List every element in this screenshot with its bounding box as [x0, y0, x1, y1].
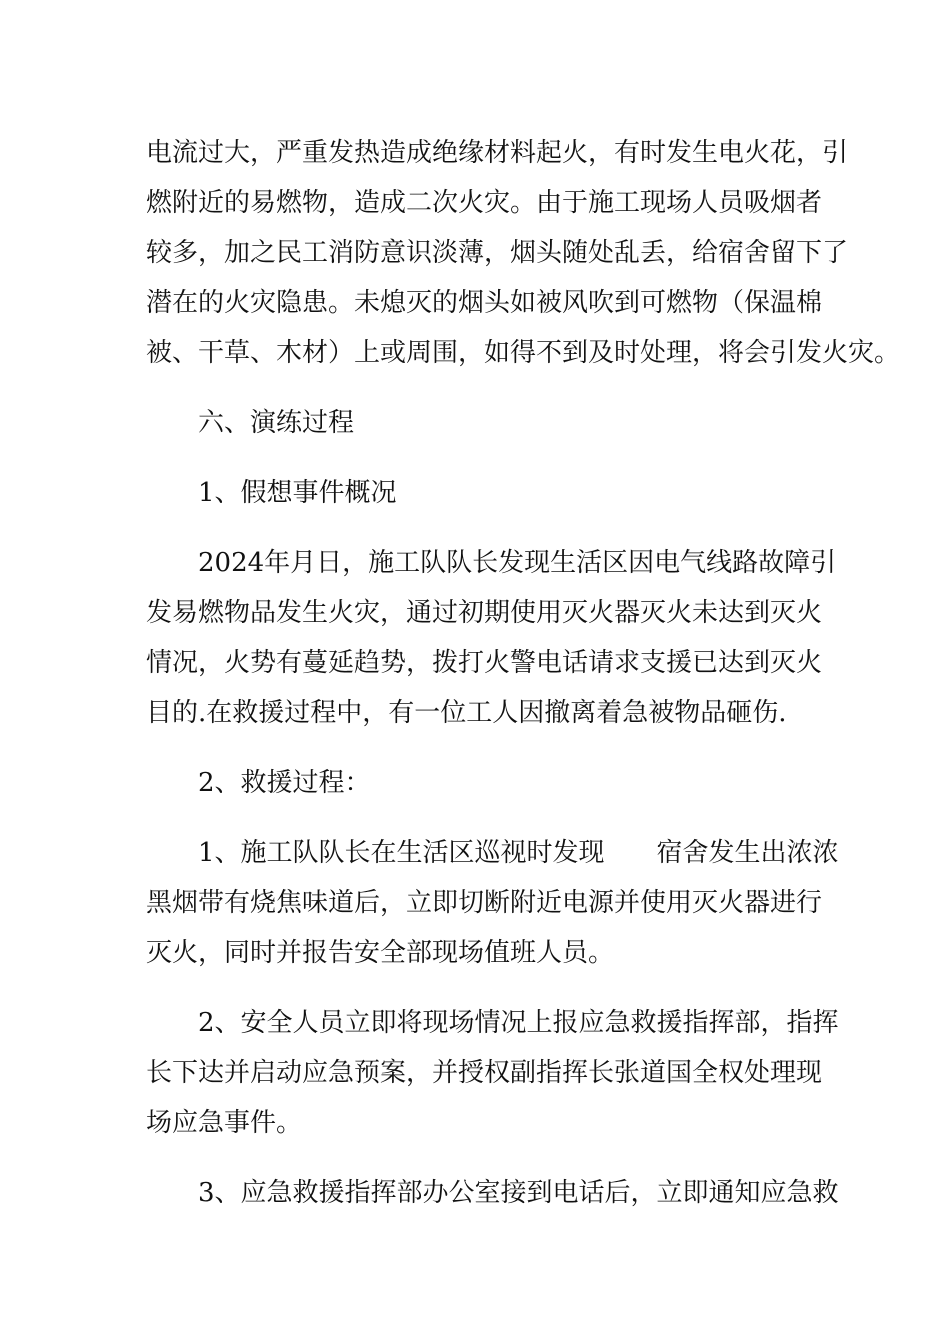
paragraph-spacer — [146, 378, 814, 398]
document-body — [146, 128, 901, 1218]
paragraph-spacer — [146, 978, 814, 998]
text-line: 目的.在救援过程中，有一位工人因撤离着急被物品砸伤. — [146, 698, 787, 728]
text-line: 灭火，同时并报告安全部现场值班人员。 — [146, 938, 615, 968]
section-heading-drill-process — [146, 398, 814, 448]
subheading-scenario-overview — [146, 468, 814, 518]
text-line: 黑烟带有烧焦味道后，立即切断附近电源并使用灭火器进行 — [146, 888, 823, 918]
text-line: 发易燃物品发生火灾，通过初期使用灭火器灭火未达到灭火 — [146, 598, 823, 628]
paragraph-spacer — [146, 518, 814, 538]
paragraph-step-1 — [146, 828, 839, 978]
paragraph-step-3 — [146, 1168, 839, 1218]
text-line: 1、施工队队长在生活区巡视时发现 宿舍发生出浓浓 — [198, 838, 839, 868]
paragraph-step-2 — [146, 998, 839, 1148]
text-line: 场应急事件。 — [146, 1108, 303, 1138]
heading-text: 2、救援过程： — [198, 768, 371, 798]
paragraph-scenario — [146, 538, 837, 738]
text-line: 电流过大，严重发热造成绝缘材料起火，有时发生电火花，引 — [146, 138, 849, 168]
text-line: 较多，加之民工消防意识淡薄，烟头随处乱丢，给宿舍留下了 — [146, 238, 849, 268]
subheading-rescue-process — [146, 758, 814, 808]
paragraph-spacer — [146, 738, 814, 758]
text-line: 被、干草、木材）上或周围，如得不到及时处理，将会引发火灾。 — [146, 338, 901, 368]
paragraph-spacer — [146, 808, 814, 828]
paragraph-spacer — [146, 1148, 814, 1168]
text-line: 3、应急救援指挥部办公室接到电话后，立即通知应急救 — [198, 1178, 839, 1208]
heading-text: 六、演练过程 — [198, 408, 355, 438]
text-line: 燃附近的易燃物，造成二次火灾。由于施工现场人员吸烟者 — [146, 188, 823, 218]
paragraph-spacer — [146, 448, 814, 468]
heading-text: 1、假想事件概况 — [198, 478, 397, 508]
text-line: 2024年月日，施工队队长发现生活区因电气线路故障引 — [198, 548, 837, 578]
text-line: 长下达并启动应急预案，并授权副指挥长张道国全权处理现 — [146, 1058, 823, 1088]
text-line: 2、安全人员立即将现场情况上报应急救援指挥部，指挥 — [198, 1008, 839, 1038]
paragraph-fire-causes — [146, 128, 901, 378]
text-line: 情况，火势有蔓延趋势，拨打火警电话请求支援已达到灭火 — [146, 648, 823, 678]
text-line: 潜在的火灾隐患。未熄灭的烟头如被风吹到可燃物（保温棉 — [146, 288, 823, 318]
